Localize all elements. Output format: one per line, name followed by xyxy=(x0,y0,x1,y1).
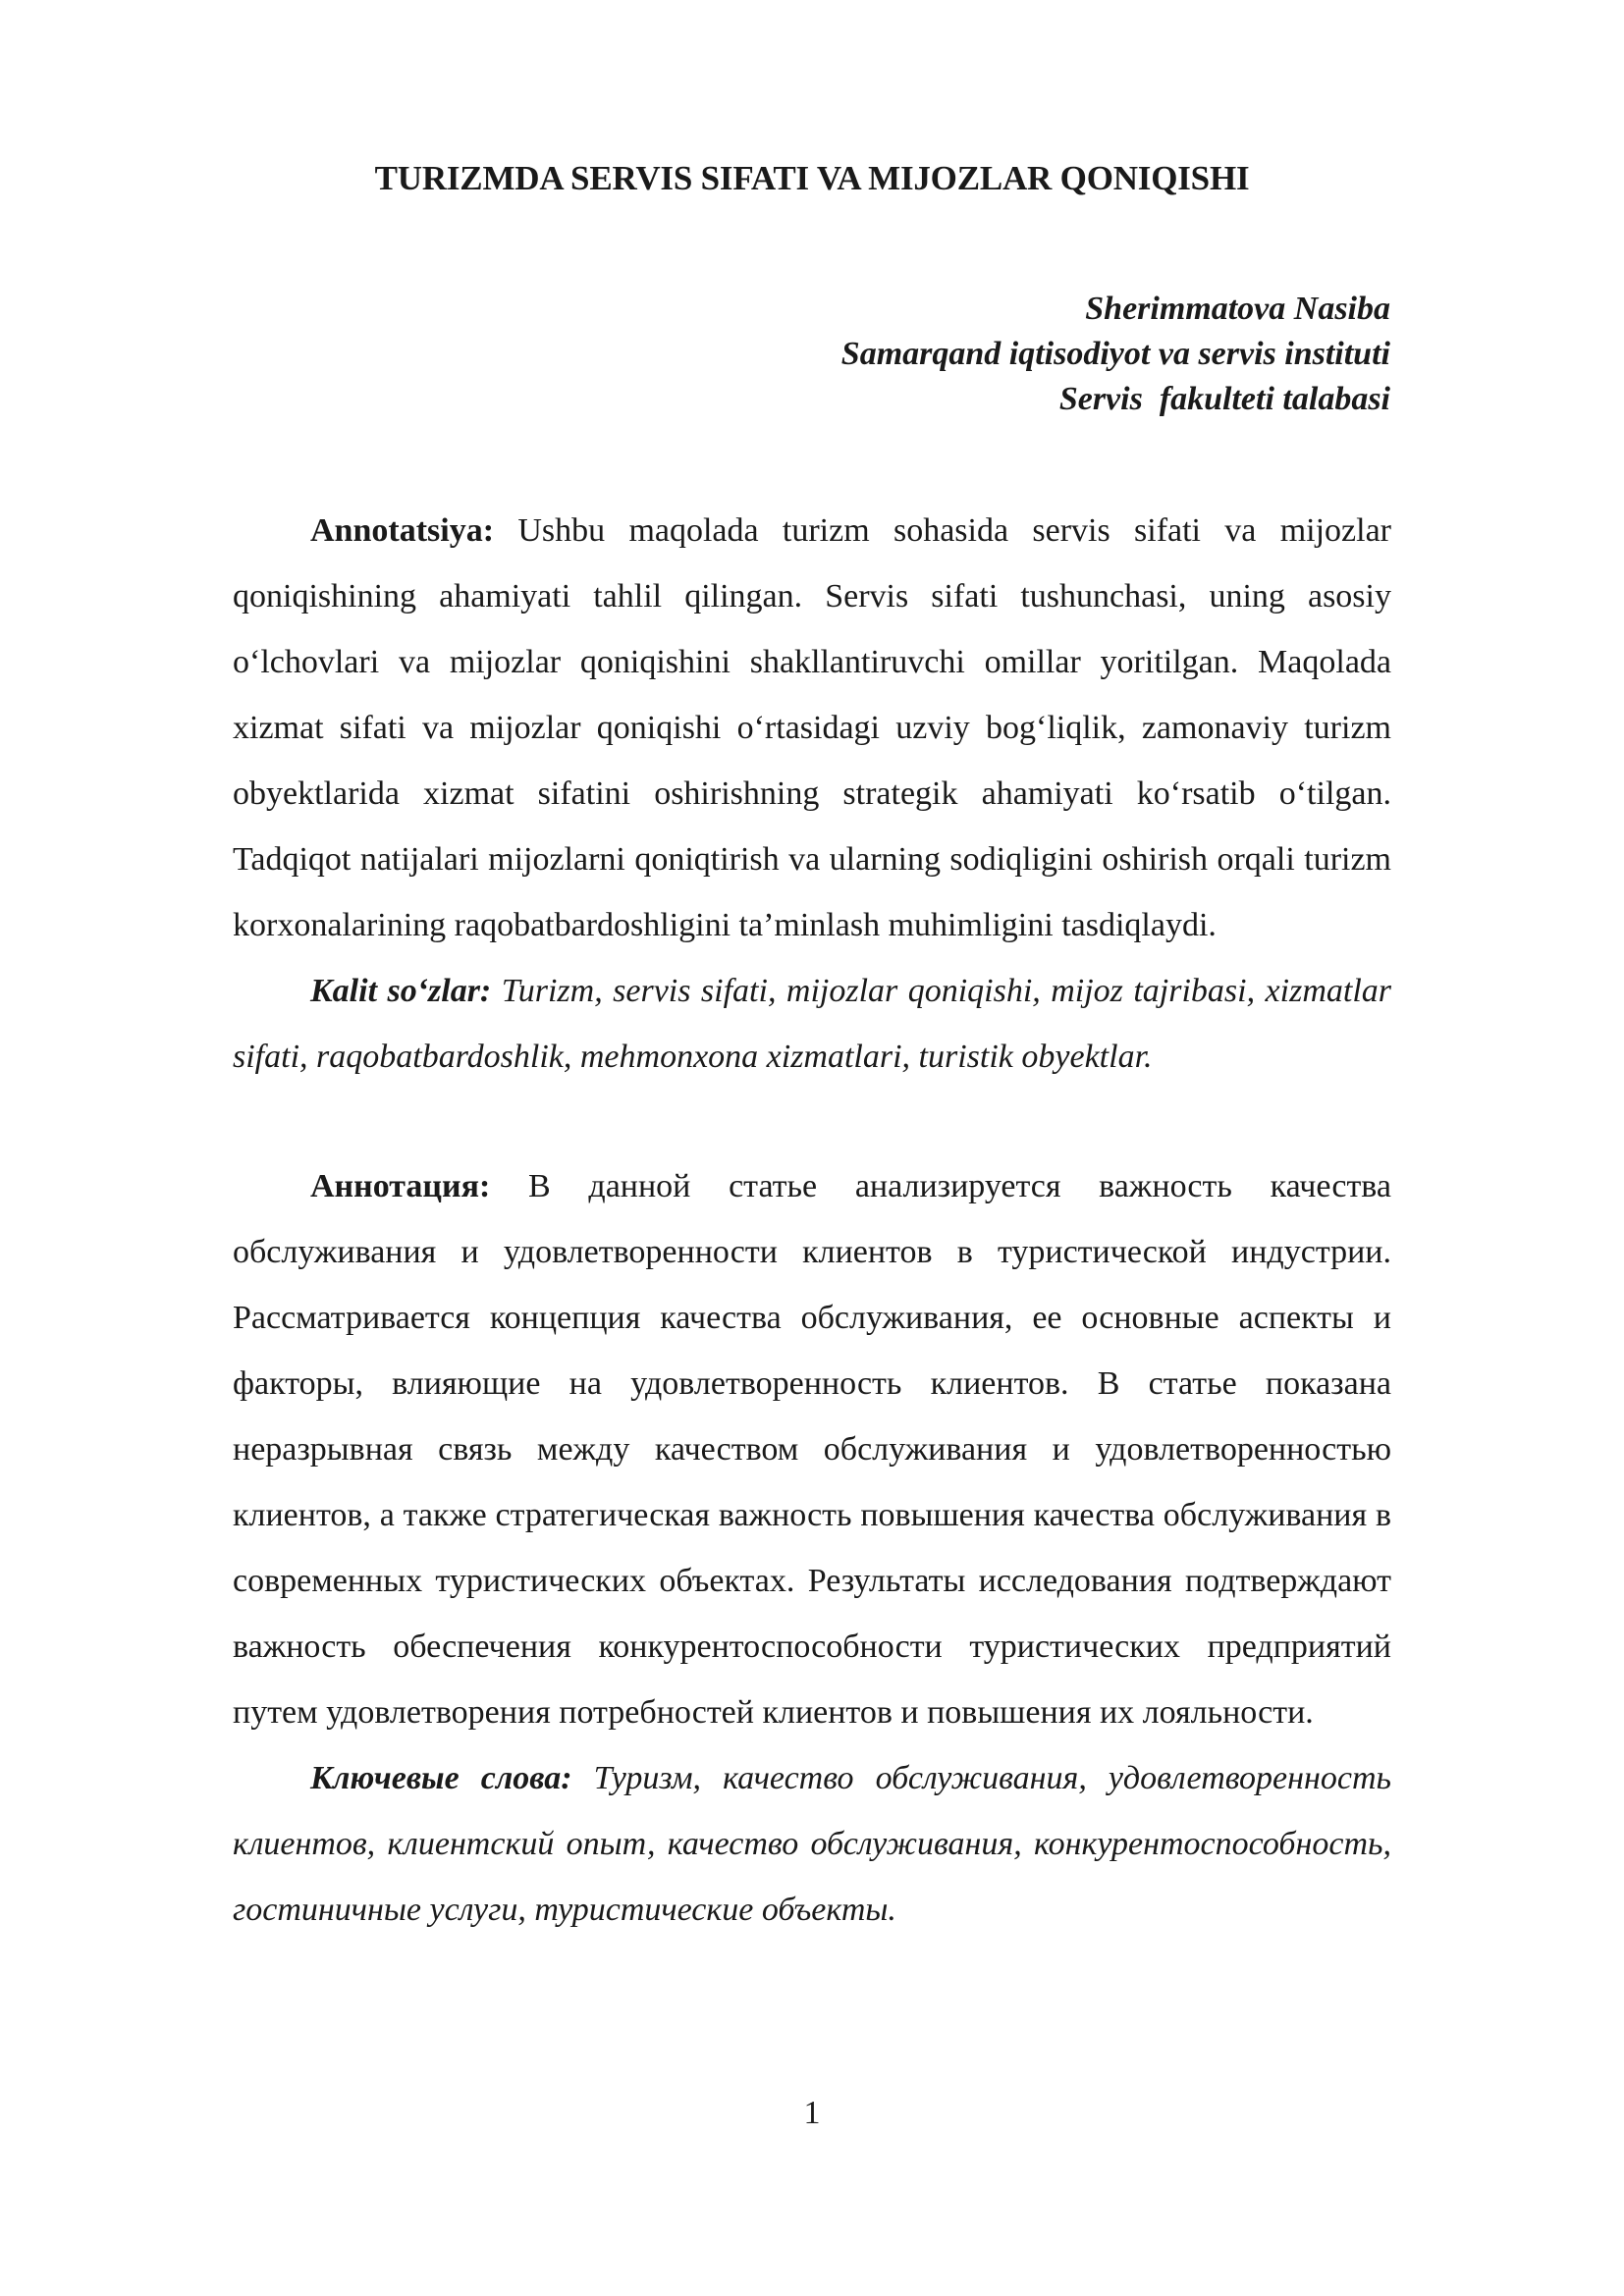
keywords-ru xyxy=(233,1745,1391,1943)
keywords-uz-label: Kalit so‘zlar: xyxy=(310,973,492,1009)
author-affiliation: Samarqand iqtisodiyot va servis instituti xyxy=(840,336,1390,372)
author-position: Servis fakulteti talabasi xyxy=(1058,381,1390,417)
keywords-uz xyxy=(233,958,1391,1090)
abstract-ru xyxy=(233,1153,1391,1745)
author-block xyxy=(841,287,1390,422)
abstract-ru-text: В данной статье анализируется важность качества обслуживания и удовлетворенности клиентов в туристической индустрии. Рассматривается концепция качества обслуживания, ее основные аспекты и факторы, влияющие на удовлетворенность клиентов. В статье показана неразрывная связь между качеством обслуживания и удовлетворенностью клиентов, а также стратегическая важность повышения качества обслуживания в современных туристических объектах. Результаты исследования подтверждают важность обеспечения конкурентоспособности туристических предприятий путем удовлетворения потребностей клиентов и повышения их лояльности. xyxy=(233,1168,1391,1731)
author-name: Sherimmatova Nasiba xyxy=(1085,291,1390,327)
keywords-ru-label: Ключевые слова: xyxy=(310,1760,572,1796)
keywords-ru-text: Туризм, качество обслуживания, удовлетворенность клиентов, клиентский опыт, качество обслуживания, конкурентоспособность, гостиничные услуги, туристические объекты. xyxy=(233,1760,1391,1928)
keywords-uz-text: Turizm, servis sifati, mijozlar qoniqishi, mijoz tajribasi, xizmatlar sifati, raqobatbardoshlik, mehmonxona xizmatlari, turistik obyektlar. xyxy=(233,973,1391,1075)
abstract-uz-label: Annotatsiya: xyxy=(310,512,495,549)
uzbek-abstract-section xyxy=(233,498,1391,1090)
russian-abstract-section xyxy=(233,1153,1391,1943)
abstract-ru-label: Аннотация: xyxy=(310,1168,491,1204)
abstract-uz xyxy=(233,498,1391,958)
abstract-uz-text: Ushbu maqolada turizm sohasida servis sifati va mijozlar qoniqishining ahamiyati tahlil qilingan. Servis sifati tushunchasi, uning asosiy o‘lchovlari va mijozlar qoniqishini shakllantiruvchi omillar yoritilgan. Maqolada xizmat sifati va mijozlar qoniqishi o‘rtasidagi uzviy bog‘liqlik, zamonaviy turizm obyektlarida xizmat sifatini oshirishning strategik ahamiyati ko‘rsatib o‘tilgan. Tadqiqot natijalari mijozlarni qoniqtirish va ularning sodiqligini oshirish orqali turizm korxonalarining raqobatbardoshligini ta’minlash muhimligini tasdiqlaydi. xyxy=(233,512,1391,943)
page-number: 1 xyxy=(803,2095,821,2131)
paper-title: TURIZMDA SERVIS SIFATI VA MIJOZLAR QONIQISHI xyxy=(374,159,1250,197)
